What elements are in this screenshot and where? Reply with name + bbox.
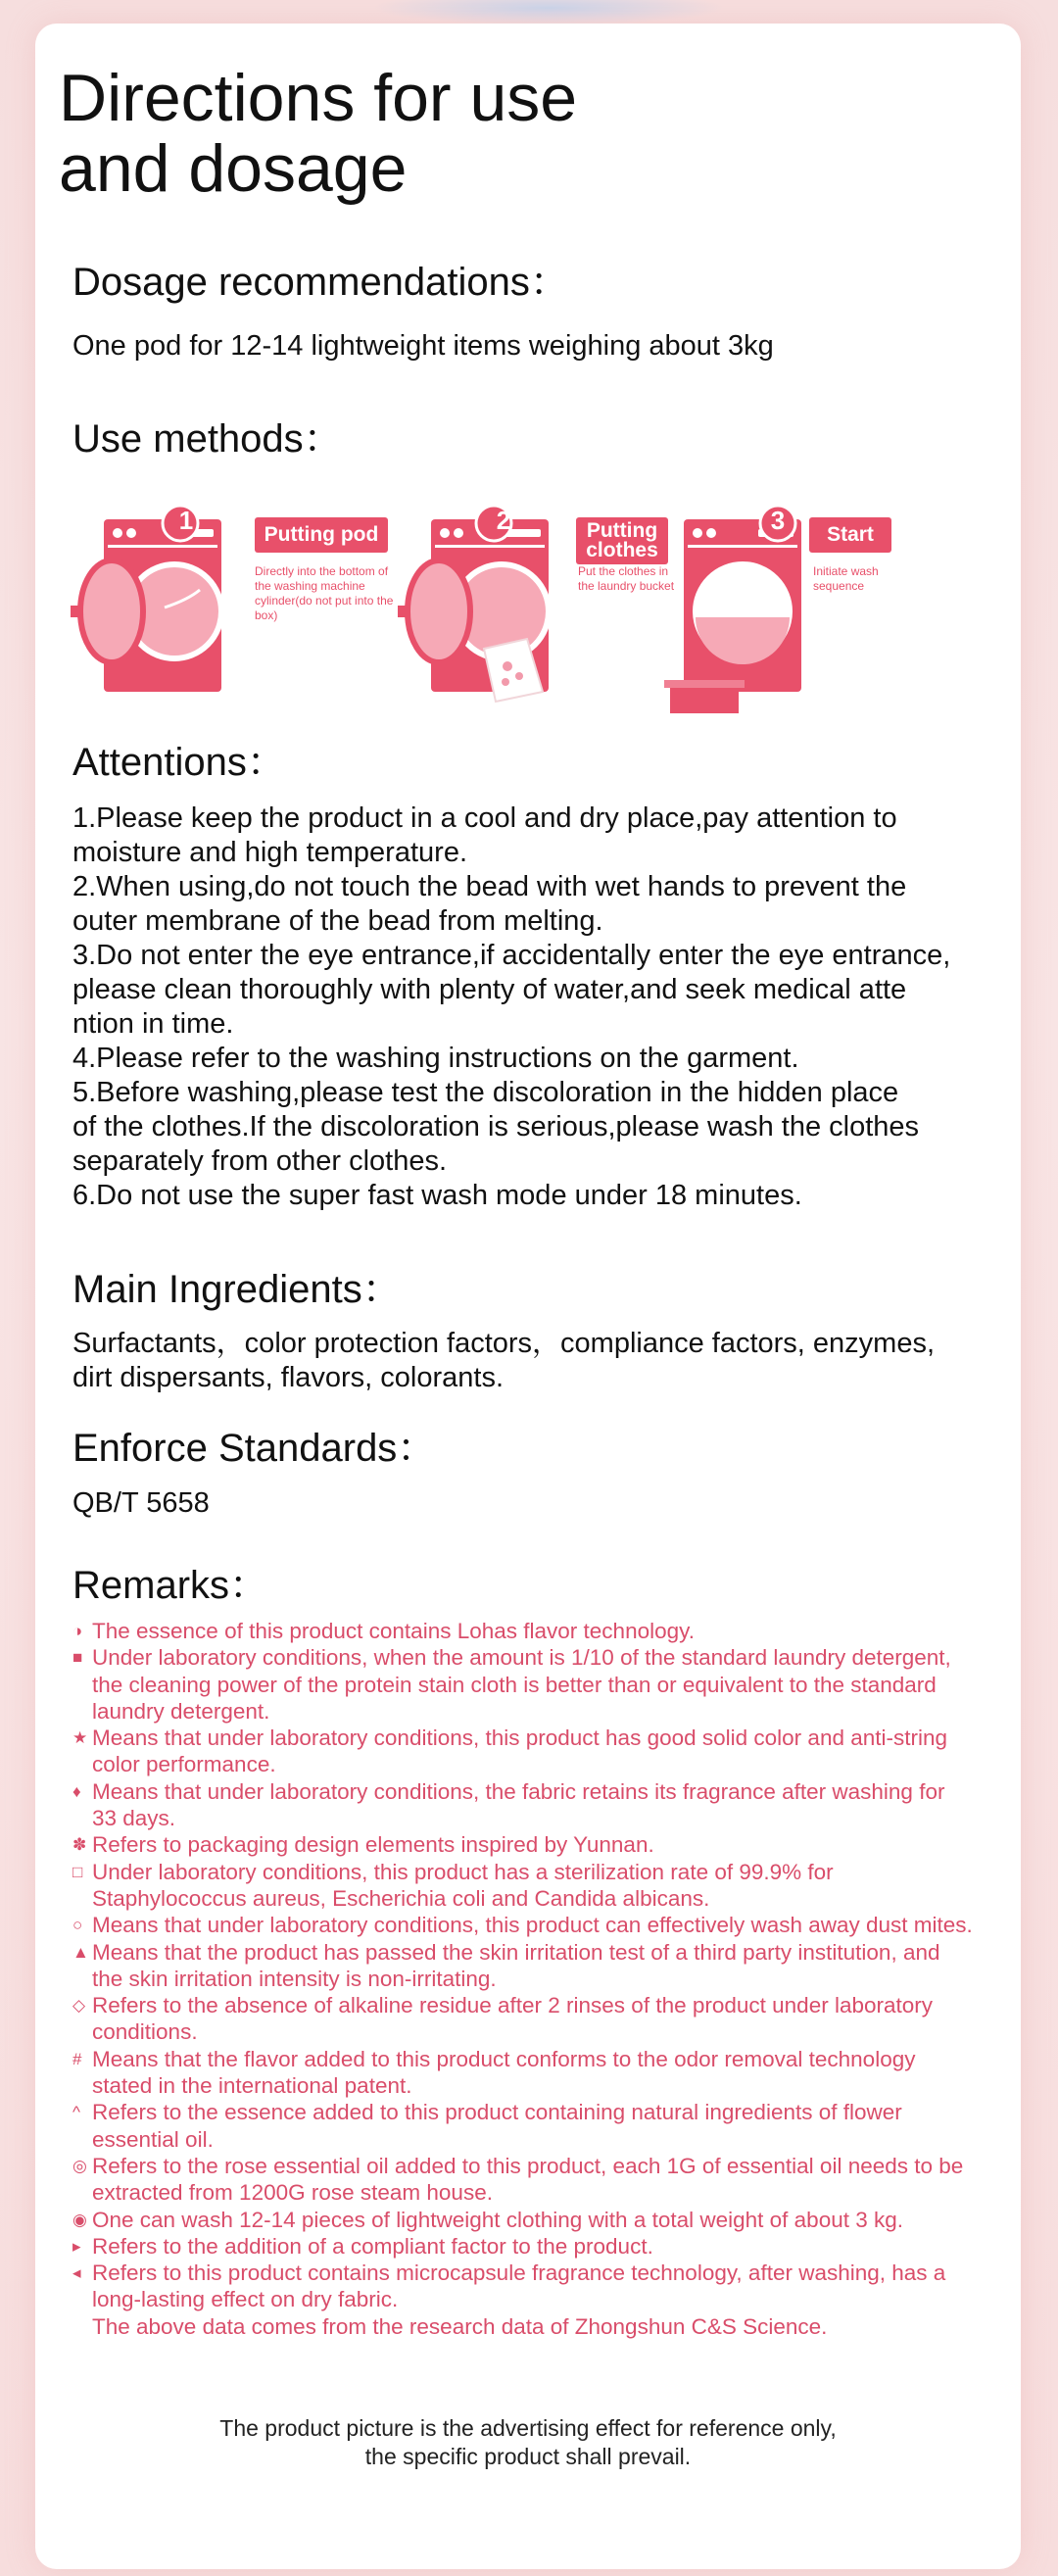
directions-card	[35, 24, 1021, 2569]
remark-item	[72, 2046, 1042, 2100]
methods-heading: Use methods：	[72, 417, 343, 461]
ingredients-line: dirt dispersants, flavors, colorants.	[72, 1362, 505, 1393]
attention-line: please clean thoroughly with plenty of water,and seek medical atte	[72, 974, 907, 1005]
disclaimer-line-1: The product picture is the advertising effect for reference only,	[219, 2415, 837, 2441]
remark-item	[72, 1831, 1042, 1858]
remark-symbol-icon: ^	[72, 2103, 80, 2122]
remark-symbol-icon: ◉	[72, 2210, 87, 2229]
remark-line: Staphylococcus aureus, Escherichia coli and Candida albicans.	[92, 1885, 710, 1911]
attention-line: 1.Please keep the product in a cool and dry place,pay attention to	[72, 802, 897, 834]
attentions-heading: Attentions：	[72, 741, 286, 784]
attention-line: 6.Do not use the super fast wash mode under 18 minutes.	[72, 1180, 802, 1211]
remark-line: 33 days.	[92, 1806, 176, 1831]
title-line-2: and dosage	[59, 131, 408, 206]
remark-line: The essence of this product contains Lohas flavor technology.	[92, 1619, 695, 1643]
washing-machine-pod-icon	[71, 492, 257, 727]
attention-line: of the clothes.If the discoloration is serious,please wash the clothes	[72, 1111, 920, 1142]
attention-line: separately from other clothes.	[72, 1145, 448, 1177]
remark-line: Refers to this product contains microcapsule fragrance technology, after washing, has a	[92, 2260, 946, 2286]
remark-line: extracted from 1200G rose steam house.	[92, 2180, 493, 2206]
remark-symbol-icon: ✽	[72, 1835, 87, 1855]
attention-line: 4.Please refer to the washing instructions on the garment.	[72, 1043, 799, 1074]
remark-symbol-icon: □	[72, 1862, 83, 1881]
remark-item	[72, 1939, 1042, 1993]
step-1-desc: Directly into the bottom of the washing machine cylinder(do not put into the box)	[255, 564, 394, 622]
standards-text: QB/T 5658	[72, 1487, 210, 1519]
remark-line: the cleaning power of the protein stain cloth is better than or equivalent to the standard	[92, 1672, 937, 1697]
remark-symbol-icon: ◑	[72, 1622, 83, 1640]
remark-symbol-icon: ■	[72, 1648, 83, 1668]
remark-line: essential oil.	[92, 2126, 214, 2152]
remark-item	[72, 2260, 1042, 2340]
remark-item	[72, 2099, 1042, 2153]
remark-line: color performance.	[92, 1752, 276, 1777]
remark-line: Means that the flavor added to this product conforms to the odor removal technology	[92, 2046, 916, 2071]
attention-line: 2.When using,do not touch the bead with wet hands to prevent the	[72, 871, 907, 902]
remark-symbol-icon: ◂	[72, 2263, 81, 2283]
remark-item	[72, 2153, 1042, 2207]
remark-item	[72, 1912, 1042, 1938]
step-2-label: Putting clothes	[576, 517, 668, 564]
step-1-number: 1	[178, 506, 194, 535]
step-3-label: Start	[809, 517, 891, 553]
remark-line: Refers to the essence added to this product containing natural ingredients of flower	[92, 2100, 902, 2125]
remark-line: Refers to packaging design elements inspired by Yunnan.	[92, 1832, 654, 1858]
step-3-number: 3	[770, 506, 786, 535]
remark-item	[72, 1618, 1042, 1644]
remark-line: Refers to the absence of alkaline residue after 2 rinses of the product under laboratory	[92, 1993, 933, 2018]
page-title	[59, 63, 577, 204]
remark-line: Under laboratory conditions, this product has a sterilization rate of 99.9% for	[92, 1859, 834, 1884]
remark-symbol-icon: ★	[72, 1728, 88, 1748]
ingredients-line: Surfactants，color protection factors，compliance factors, enzymes,	[72, 1328, 936, 1359]
remark-line: the skin irritation intensity is non-irritating.	[92, 1966, 497, 1991]
remark-item	[72, 1992, 1042, 2046]
remark-line: Means that under laboratory conditions, the fabric retains its fragrance after washing for	[92, 1778, 945, 1804]
remarks-list	[72, 1618, 1042, 2340]
standards-heading: Enforce Standards：	[72, 1427, 437, 1470]
ingredients-text	[72, 1327, 1003, 1395]
remark-item	[72, 1725, 1042, 1778]
remark-symbol-icon: ◇	[72, 1996, 86, 2016]
step-1-label: Putting pod	[255, 517, 388, 553]
ingredients-heading: Main Ingredients：	[72, 1268, 402, 1311]
remarks-heading: Remarks：	[72, 1564, 269, 1607]
remark-item	[72, 2207, 1042, 2233]
remark-symbol-icon: ▲	[72, 1942, 89, 1962]
title-line-1: Directions for use	[59, 61, 578, 135]
attention-line: ntion in time.	[72, 1008, 234, 1040]
attention-line: outer membrane of the bead from melting.	[72, 905, 603, 937]
remark-line: Under laboratory conditions, when the amount is 1/10 of the standard laundry detergent,	[92, 1645, 951, 1671]
remark-line: stated in the international patent.	[92, 2073, 412, 2099]
step-3-desc: Initiate wash sequence	[813, 564, 879, 593]
remark-symbol-icon: ◎	[72, 2156, 87, 2175]
attention-line: 5.Before washing,please test the discoloration in the hidden place	[72, 1077, 899, 1108]
remark-symbol-icon: ▸	[72, 2236, 81, 2256]
remark-item	[72, 2233, 1042, 2260]
remark-symbol-icon: #	[72, 2049, 82, 2068]
remark-line: laundry detergent.	[92, 1698, 270, 1724]
remark-line: long-lasting effect on dry fabric.	[92, 2287, 399, 2312]
disclaimer	[35, 2414, 1021, 2471]
remark-line: Means that the product has passed the skin irritation test of a third party institution, and	[92, 1939, 940, 1965]
remark-line: Means that under laboratory conditions, this product has good solid color and anti-string	[92, 1725, 948, 1751]
remark-item	[72, 1859, 1042, 1913]
remark-line: Refers to the rose essential oil added to this product, each 1G of essential oil needs to be	[92, 2153, 964, 2178]
remark-line: One can wash 12-14 pieces of lightweight clothing with a total weight of about 3 kg.	[92, 2207, 904, 2232]
attentions-list	[72, 802, 1003, 1213]
disclaimer-line-2: the specific product shall prevail.	[364, 2444, 692, 2469]
remark-item	[72, 1778, 1042, 1832]
attention-line: moisture and high temperature.	[72, 837, 467, 868]
remark-symbol-icon: ○	[72, 1916, 83, 1935]
top-decoration	[372, 0, 725, 25]
dosage-text: One pod for 12-14 lightweight items weighing about 3kg	[72, 330, 774, 362]
remark-line: conditions.	[92, 2019, 198, 2045]
dosage-heading: Dosage recommendations：	[72, 261, 569, 304]
remark-line: Refers to the addition of a compliant factor to the product.	[92, 2233, 653, 2259]
step-2-desc: Put the clothes in the laundry bucket	[578, 564, 675, 593]
step-2-number: 2	[496, 506, 511, 535]
remark-symbol-icon: ♦	[72, 1781, 81, 1801]
remark-line: The above data comes from the research data of Zhongshun C&S Science.	[92, 2313, 828, 2339]
remark-line: Means that under laboratory conditions, this product can effectively wash away dust mites.	[92, 1913, 973, 1938]
attention-line: 3.Do not enter the eye entrance,if accidentally enter the eye entrance,	[72, 940, 951, 971]
remark-item	[72, 1644, 1042, 1725]
